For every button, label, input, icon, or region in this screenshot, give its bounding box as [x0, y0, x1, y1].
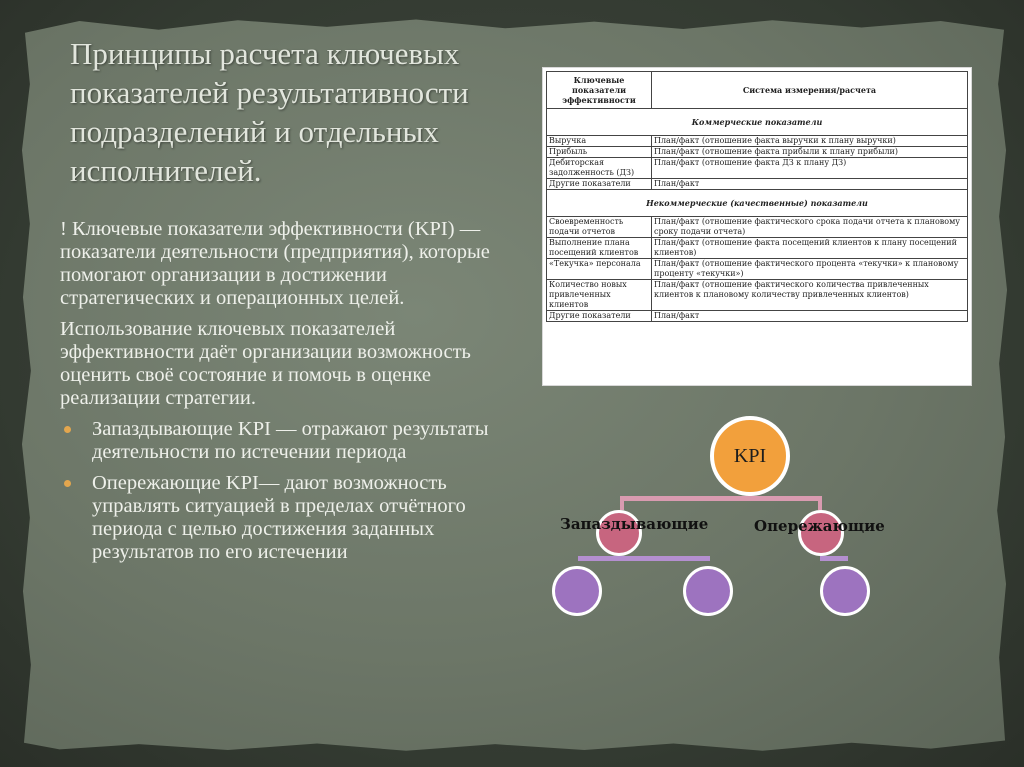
table-cell: «Текучка» персонала: [547, 259, 652, 280]
paragraph-kpi-definition: ! Ключевые показатели эффективности (KPI) — показатели деятельности (предприятия), которые помогают организации в достижении стратегических и операционных целей.: [60, 218, 490, 309]
table-row: [547, 158, 968, 179]
lagging-label: Запаздывающие: [560, 515, 709, 533]
table-row: [547, 280, 968, 311]
table-row: [547, 217, 968, 238]
connector-top-horizontal: [620, 496, 822, 501]
table-header-cell: Ключевые показатели эффективности: [547, 72, 652, 109]
kpi-root-node: [710, 416, 790, 496]
leading-child-node-1: [820, 566, 870, 616]
connector-right-horizontal: [820, 556, 848, 561]
slide-title: Принципы расчета ключевых показателей результативности подразделений и отдельных исполнителей.: [70, 36, 469, 188]
table-cell: Количество новых привлеченных клиентов: [547, 280, 652, 311]
bullet-text: Опережающие KPI— дают возможность управлять ситуацией в пределах отчётного периода с целью достижения заданных результатов по его истечении: [92, 472, 466, 563]
bullet-list: [60, 418, 515, 564]
table-header-row: [547, 72, 968, 109]
table-cell: План/факт (отношение факта ДЗ к плану ДЗ): [652, 158, 968, 179]
bullet-dot-icon: [64, 480, 71, 487]
paragraph-kpi-usage: Использование ключевых показателей эффективности даёт организации возможность оценить своё состояние и помочь в оценке реализации стратегии.: [60, 318, 471, 409]
table-cell: Выполнение плана посещений клиентов: [547, 238, 652, 259]
bullet-item-lagging: [60, 418, 515, 464]
table-row: [547, 311, 968, 322]
connector-right-stem: [818, 496, 822, 510]
table-row: [547, 179, 968, 190]
lagging-child-node-1: [552, 566, 602, 616]
kpi-root-label: KPI: [733, 444, 767, 467]
table-cell: Дебиторская задолженность (ДЗ): [547, 158, 652, 179]
connector-left-horizontal: [578, 556, 710, 561]
bullet-dot-icon: [64, 426, 71, 433]
table-cell: План/факт (отношение факта прибыли к плану прибыли): [652, 147, 968, 158]
table-row: [547, 259, 968, 280]
table-cell: Другие показатели: [547, 179, 652, 190]
kpi-table: [546, 71, 968, 322]
table-cell: Выручка: [547, 136, 652, 147]
bullet-text: Запаздывающие KPI — отражают результаты деятельности по истечении периода: [92, 418, 489, 463]
table-row: [547, 238, 968, 259]
table-cell: План/факт (отношение фактического количества привлеченных клиентов к плановому количеству привлеченных клиентов): [652, 280, 968, 311]
bullet-item-leading: [60, 472, 515, 564]
kpi-hierarchy-diagram: [540, 410, 920, 630]
table-header-cell: Система измерения/расчета: [652, 72, 968, 109]
table-cell: Прибыль: [547, 147, 652, 158]
table-section-title: Коммерческие показатели: [547, 109, 968, 136]
table-section-row: [547, 109, 968, 136]
body-text: [60, 218, 515, 572]
table-cell: Другие показатели: [547, 311, 652, 322]
table-section-title: Некоммерческие (качественные) показатели: [547, 190, 968, 217]
table-cell: Своевременность подачи отчетов: [547, 217, 652, 238]
table-cell: План/факт (отношение факта выручки к плану выручки): [652, 136, 968, 147]
leading-label: Опережающие: [754, 517, 885, 535]
table-cell: План/факт: [652, 311, 968, 322]
table-cell: План/факт (отношение фактического срока подачи отчета к плановому сроку подачи отчета): [652, 217, 968, 238]
table-cell: План/факт (отношение факта посещений клиентов к плану посещений клиентов): [652, 238, 968, 259]
table-cell: План/факт: [652, 179, 968, 190]
connector-left-stem: [620, 496, 624, 510]
lagging-child-node-2: [683, 566, 733, 616]
kpi-table-image: [543, 68, 971, 385]
table-row: [547, 136, 968, 147]
table-row: [547, 147, 968, 158]
table-cell: План/факт (отношение фактического процента «текучки» к плановому проценту «текучки»): [652, 259, 968, 280]
table-section-row: [547, 190, 968, 217]
